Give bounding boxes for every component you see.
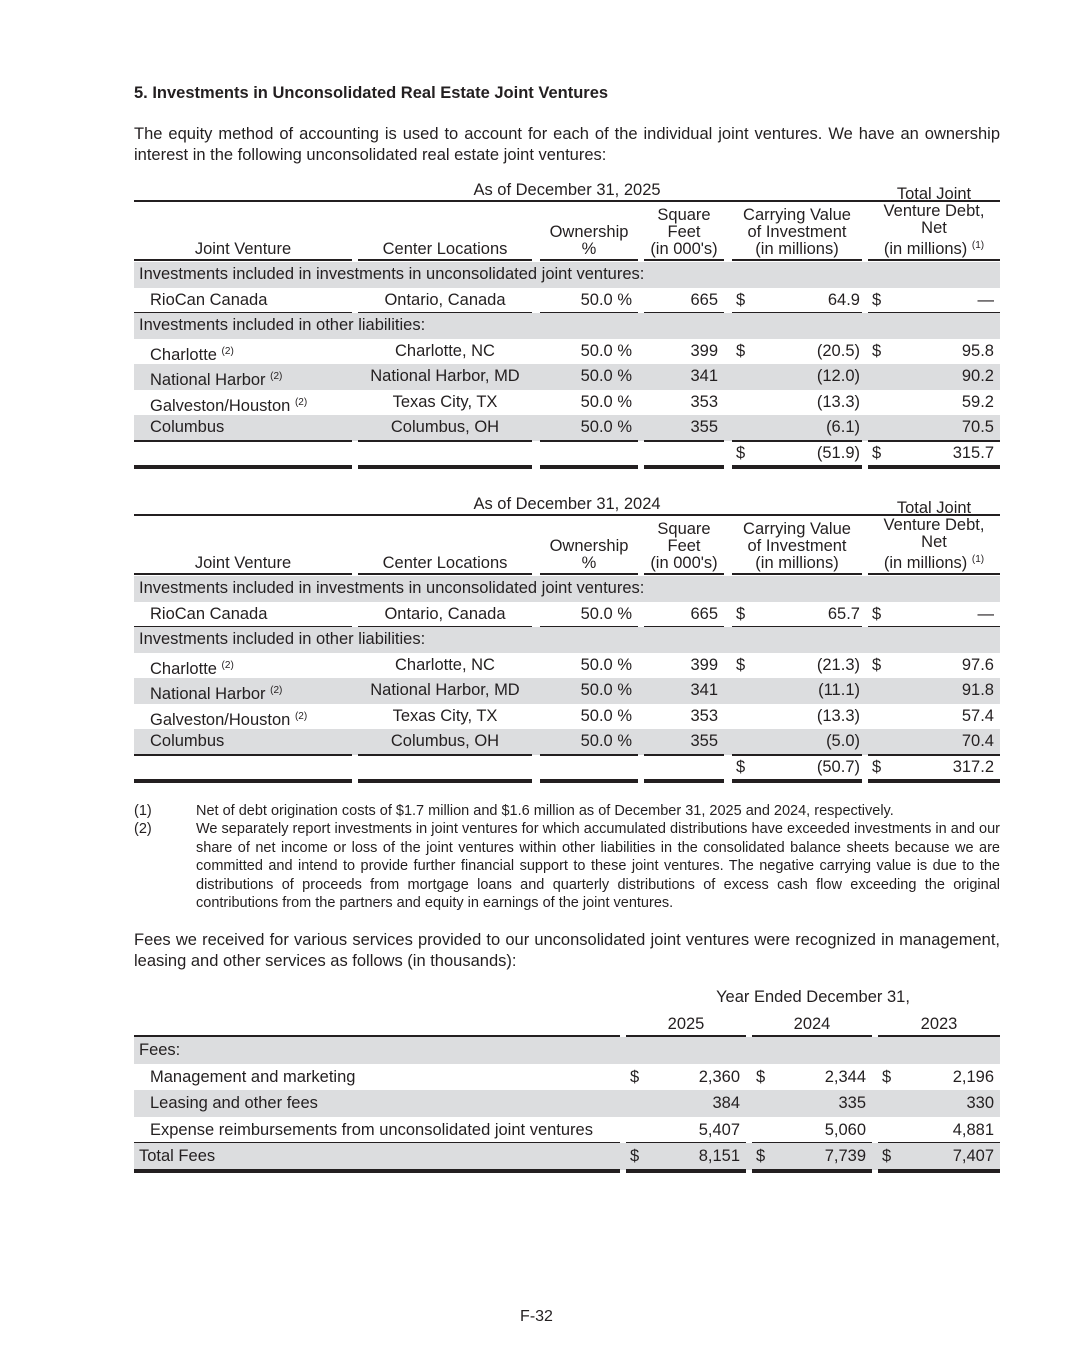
carrying-value: (13.3) — [816, 706, 860, 725]
year-col-double-rule — [752, 1169, 872, 1173]
carrying-value: (11.1) — [818, 681, 860, 699]
double-underline — [358, 779, 532, 783]
ownership-value: 50.0 % — [580, 392, 632, 411]
debt-value: — — [977, 604, 994, 623]
double-underline — [540, 465, 638, 469]
ownership-value: 50.0 % — [580, 290, 632, 309]
table-row — [134, 729, 1000, 755]
header-underline — [868, 573, 1000, 575]
double-underline — [732, 779, 862, 783]
fee-value: 2,344 — [824, 1067, 866, 1086]
ownership-value: 50.0 % — [580, 655, 632, 674]
carrying-value-dollar: $ — [736, 443, 746, 462]
group-label-row — [134, 576, 1000, 602]
table-row — [134, 339, 1000, 365]
fee-value: 7,739 — [824, 1147, 866, 1165]
square-feet-value: 355 — [690, 418, 718, 436]
square-feet-value: 399 — [690, 341, 718, 360]
footnote-ref: (2) — [294, 710, 308, 722]
center-location: Charlotte, NC — [395, 655, 495, 674]
label-col-double-rule — [134, 1169, 620, 1173]
header-underline — [540, 259, 638, 261]
joint-venture-name: Galveston/Houston $^{(2)}$ — [150, 396, 308, 415]
carrying-value: 65.7 — [827, 604, 860, 623]
header-line: of Investment — [747, 223, 847, 241]
header-center-locations — [358, 518, 532, 572]
square-feet-value: 355 — [690, 732, 718, 750]
total-row — [134, 755, 1000, 781]
debt-dollar: $ — [872, 290, 882, 309]
table-caption: As of December 31, 2024 — [473, 495, 661, 513]
ownership-value: 50.0 % — [580, 418, 632, 436]
header-line: Venture Debt, — [883, 516, 985, 534]
fee-value: 330 — [966, 1094, 994, 1112]
header-underline — [644, 573, 724, 575]
group-label: Fees: — [139, 1041, 181, 1059]
header-line: Feet — [667, 223, 701, 241]
debt-value: 57.4 — [961, 706, 994, 725]
header-line: Center Locations — [382, 240, 508, 258]
year-col-double-rule — [878, 1169, 1000, 1173]
header-line: of Investment — [747, 537, 847, 555]
fee-label: Management and marketing — [150, 1067, 356, 1086]
header-line: (in millions) $^{(1)}$ — [883, 240, 985, 258]
carrying-value: (21.3) — [816, 655, 860, 674]
header-underline — [868, 259, 1000, 261]
header-line: (in millions) $^{(1)}$ — [883, 554, 985, 572]
square-feet-value: 353 — [690, 706, 718, 725]
fee-value: 7,407 — [952, 1147, 994, 1165]
joint-venture-name: RioCan Canada — [150, 604, 268, 623]
center-location: Columbus, OH — [390, 732, 500, 750]
double-underline — [868, 779, 1000, 783]
footnote-ref: (2) — [270, 371, 283, 382]
footnote-ref: (1) — [971, 240, 985, 251]
center-location: Texas City, TX — [392, 706, 498, 725]
table-row — [134, 390, 1000, 416]
ownership-value: 50.0 % — [580, 341, 632, 360]
table-row — [134, 1064, 1000, 1091]
joint-venture-name: Columbus — [150, 418, 225, 436]
joint-venture-name: Charlotte $^{(2)}$ — [150, 659, 234, 678]
center-location: Ontario, Canada — [384, 290, 506, 309]
header-underline — [644, 259, 724, 261]
fee-label: Leasing and other fees — [150, 1094, 318, 1112]
ownership-value: 50.0 % — [580, 681, 632, 699]
header-line: Square — [657, 520, 711, 538]
footnote-number: (1) — [134, 803, 152, 819]
ownership-value: 50.0 % — [580, 732, 632, 750]
group-label: Investments included in investments in unconsolidated joint ventures: — [139, 265, 645, 283]
dollar-sign: $ — [756, 1067, 766, 1086]
header-line: Total Joint — [896, 499, 972, 517]
double-underline — [134, 779, 352, 783]
header-square-feet — [644, 204, 724, 258]
header-carrying-value — [732, 518, 862, 572]
total-row — [134, 1143, 1000, 1170]
table-row — [134, 415, 1000, 441]
fees-paragraph: Fees we received for various services provided to our unconsolidated joint ventures were recognized in management, leasing and other services as follows (in thousands): — [134, 931, 1000, 970]
debt-value: 97.6 — [961, 655, 994, 674]
joint-venture-name: National Harbor $^{(2)}$ — [150, 371, 283, 389]
header-underline — [358, 573, 532, 575]
debt-value: — — [977, 290, 994, 309]
footnote-ref: (2) — [221, 659, 234, 671]
debt-value: 91.8 — [961, 681, 994, 699]
double-underline — [540, 779, 638, 783]
joint-venture-name: RioCan Canada — [150, 290, 268, 309]
header-line: Joint Venture — [194, 240, 292, 258]
header-ownership — [540, 518, 638, 572]
period-header: Year Ended December 31, — [716, 988, 910, 1006]
fee-value: 8,151 — [698, 1147, 740, 1165]
footnote-ref: (2) — [221, 345, 234, 357]
debt-dollar: $ — [872, 341, 882, 360]
table-row — [134, 678, 1000, 704]
intro-paragraph: The equity method of accounting is used to account for each of the individual joint ventures. We have an ownership interest in the following unconsolidated real estate joint ventures: — [134, 125, 1000, 164]
square-feet-value: 399 — [690, 655, 718, 674]
section-title: 5. Investments in Unconsolidated Real Estate Joint Ventures — [134, 84, 609, 102]
header-line: Carrying Value — [743, 206, 851, 224]
header-carrying-value — [732, 204, 862, 258]
header-line: % — [581, 240, 597, 258]
square-feet-value: 341 — [690, 681, 718, 699]
debt-value: 90.2 — [961, 367, 994, 385]
header-line: Carrying Value — [743, 520, 851, 538]
table-row — [134, 704, 1000, 730]
footnote-text: We separately report investments in joint ventures for which accumulated distributions have exceeded investments in and our share of net income or loss of the joint ventures within other liabilities in the consolidated balance sheets because we are committed and intend to provide further financial support to these joint ventures. The negative carrying value is due to the distributions of proceeds from mortgage loans and quarterly distributions of excess cash flow exceeding the original contributions from the partners and equity in earnings of the joint ventures. — [196, 821, 1000, 911]
header-debt — [868, 185, 1000, 258]
table-row — [134, 653, 1000, 679]
center-location: Texas City, TX — [392, 392, 498, 411]
ownership-value: 50.0 % — [580, 367, 632, 385]
dollar-sign: $ — [756, 1147, 766, 1165]
double-underline — [134, 465, 352, 469]
fee-label: Total Fees — [139, 1147, 216, 1165]
footnote-ref: (2) — [270, 685, 283, 696]
total-row — [134, 441, 1000, 467]
header-ownership — [540, 204, 638, 258]
carrying-value-dollar: $ — [736, 604, 746, 623]
carrying-value-dollar: $ — [736, 341, 746, 360]
header-joint-venture — [134, 518, 352, 572]
table-row — [134, 1090, 1000, 1117]
header-line: Feet — [667, 537, 701, 555]
header-line: (in 000's) — [650, 240, 718, 258]
jv-table-0 — [134, 180, 1000, 490]
table-caption: As of December 31, 2025 — [473, 181, 661, 199]
header-underline — [732, 573, 862, 575]
group-label-row — [134, 627, 1000, 653]
header-line: Center Locations — [382, 554, 508, 572]
ownership-value: 50.0 % — [580, 706, 632, 725]
group-label-row — [134, 313, 1000, 339]
joint-venture-name: Columbus — [150, 732, 225, 750]
carrying-value-dollar: $ — [736, 655, 746, 674]
joint-venture-name: National Harbor $^{(2)}$ — [150, 685, 283, 703]
dollar-sign: $ — [882, 1147, 892, 1165]
center-location: Charlotte, NC — [395, 341, 495, 360]
header-underline — [540, 573, 638, 575]
header-underline — [358, 259, 532, 261]
carrying-value: (5.0) — [826, 732, 860, 750]
header-underline — [134, 259, 352, 261]
header-line: (in millions) — [755, 554, 839, 572]
page-number: F-32 — [520, 1308, 553, 1325]
table-row — [134, 288, 1000, 314]
ownership-value: 50.0 % — [580, 604, 632, 623]
header-underline — [732, 259, 862, 261]
debt-value: 59.2 — [961, 392, 994, 411]
fee-value: 335 — [838, 1094, 866, 1112]
joint-venture-name: Charlotte $^{(2)}$ — [150, 345, 234, 364]
fee-value: 2,360 — [698, 1067, 740, 1086]
group-label: Investments included in other liabilities: — [139, 630, 426, 648]
header-line: Net — [921, 533, 947, 551]
carrying-value: (12.0) — [816, 367, 860, 385]
fee-label: Expense reimbursements from unconsolidated joint ventures — [150, 1120, 593, 1139]
carrying-value: (6.1) — [826, 418, 860, 436]
total-debt: 315.7 — [952, 443, 994, 462]
square-feet-value: 353 — [690, 392, 718, 411]
footnote-text: Net of debt origination costs of $1.7 million and $1.6 million as of December 31, 2025 and 2024, respectively. — [196, 803, 894, 819]
header-line: Ownership — [549, 537, 629, 555]
header-line: Total Joint — [896, 185, 972, 203]
total-debt: 317.2 — [952, 757, 994, 776]
year-header: 2024 — [793, 1015, 831, 1033]
fee-value: 2,196 — [952, 1067, 994, 1086]
header-line: Joint Venture — [194, 554, 292, 572]
group-label: Investments included in other liabilities: — [139, 316, 426, 334]
carrying-value-dollar: $ — [736, 757, 746, 776]
carrying-value: (20.5) — [816, 341, 860, 360]
group-label: Investments included in investments in unconsolidated joint ventures: — [139, 579, 645, 597]
carrying-value: (13.3) — [816, 392, 860, 411]
header-line: (in millions) — [755, 240, 839, 258]
fee-value: 384 — [712, 1094, 740, 1112]
square-feet-value: 665 — [690, 604, 718, 623]
footnote-ref: (2) — [294, 396, 308, 408]
group-label-row — [134, 1037, 1000, 1064]
header-line: Ownership — [549, 223, 629, 241]
group-label-row — [134, 262, 1000, 288]
center-location: Columbus, OH — [390, 418, 500, 436]
dollar-sign: $ — [630, 1147, 640, 1165]
header-debt — [868, 499, 1000, 572]
debt-dollar: $ — [872, 443, 882, 462]
header-joint-venture — [134, 204, 352, 258]
center-location: National Harbor, MD — [370, 367, 520, 385]
debt-dollar: $ — [872, 757, 882, 776]
fee-value: 4,881 — [952, 1120, 994, 1139]
double-underline — [644, 779, 724, 783]
debt-value: 70.4 — [961, 732, 994, 750]
double-underline — [732, 465, 862, 469]
header-line: % — [581, 554, 597, 572]
debt-value: 95.8 — [961, 341, 994, 360]
joint-venture-name: Galveston/Houston $^{(2)}$ — [150, 710, 308, 729]
year-col-double-rule — [626, 1169, 746, 1173]
year-header: 2023 — [920, 1015, 958, 1033]
debt-dollar: $ — [872, 655, 882, 674]
square-feet-value: 665 — [690, 290, 718, 309]
footnote-number: (2) — [134, 821, 152, 837]
double-underline — [358, 465, 532, 469]
header-line: (in 000's) — [650, 554, 718, 572]
dollar-sign: $ — [882, 1067, 892, 1086]
center-location: Ontario, Canada — [384, 604, 506, 623]
table-row — [134, 364, 1000, 390]
table-row — [134, 602, 1000, 628]
table-row — [134, 1117, 1000, 1144]
center-location: National Harbor, MD — [370, 681, 520, 699]
fee-value: 5,407 — [698, 1120, 740, 1139]
square-feet-value: 341 — [690, 367, 718, 385]
header-square-feet — [644, 518, 724, 572]
carrying-value: 64.9 — [827, 290, 860, 309]
year-header: 2025 — [667, 1015, 705, 1033]
fee-value: 5,060 — [824, 1120, 866, 1139]
debt-value: 70.5 — [961, 418, 994, 436]
header-line: Net — [921, 219, 947, 237]
header-center-locations — [358, 204, 532, 258]
double-underline — [644, 465, 724, 469]
header-line: Square — [657, 206, 711, 224]
double-underline — [868, 465, 1000, 469]
header-underline — [134, 573, 352, 575]
total-carrying-value: (51.9) — [816, 443, 860, 462]
footnote-ref: (1) — [971, 554, 985, 565]
carrying-value-dollar: $ — [736, 290, 746, 309]
debt-dollar: $ — [872, 604, 882, 623]
jv-table-1 — [134, 494, 1000, 804]
dollar-sign: $ — [630, 1067, 640, 1086]
total-carrying-value: (50.7) — [816, 757, 860, 776]
header-line: Venture Debt, — [883, 202, 985, 220]
